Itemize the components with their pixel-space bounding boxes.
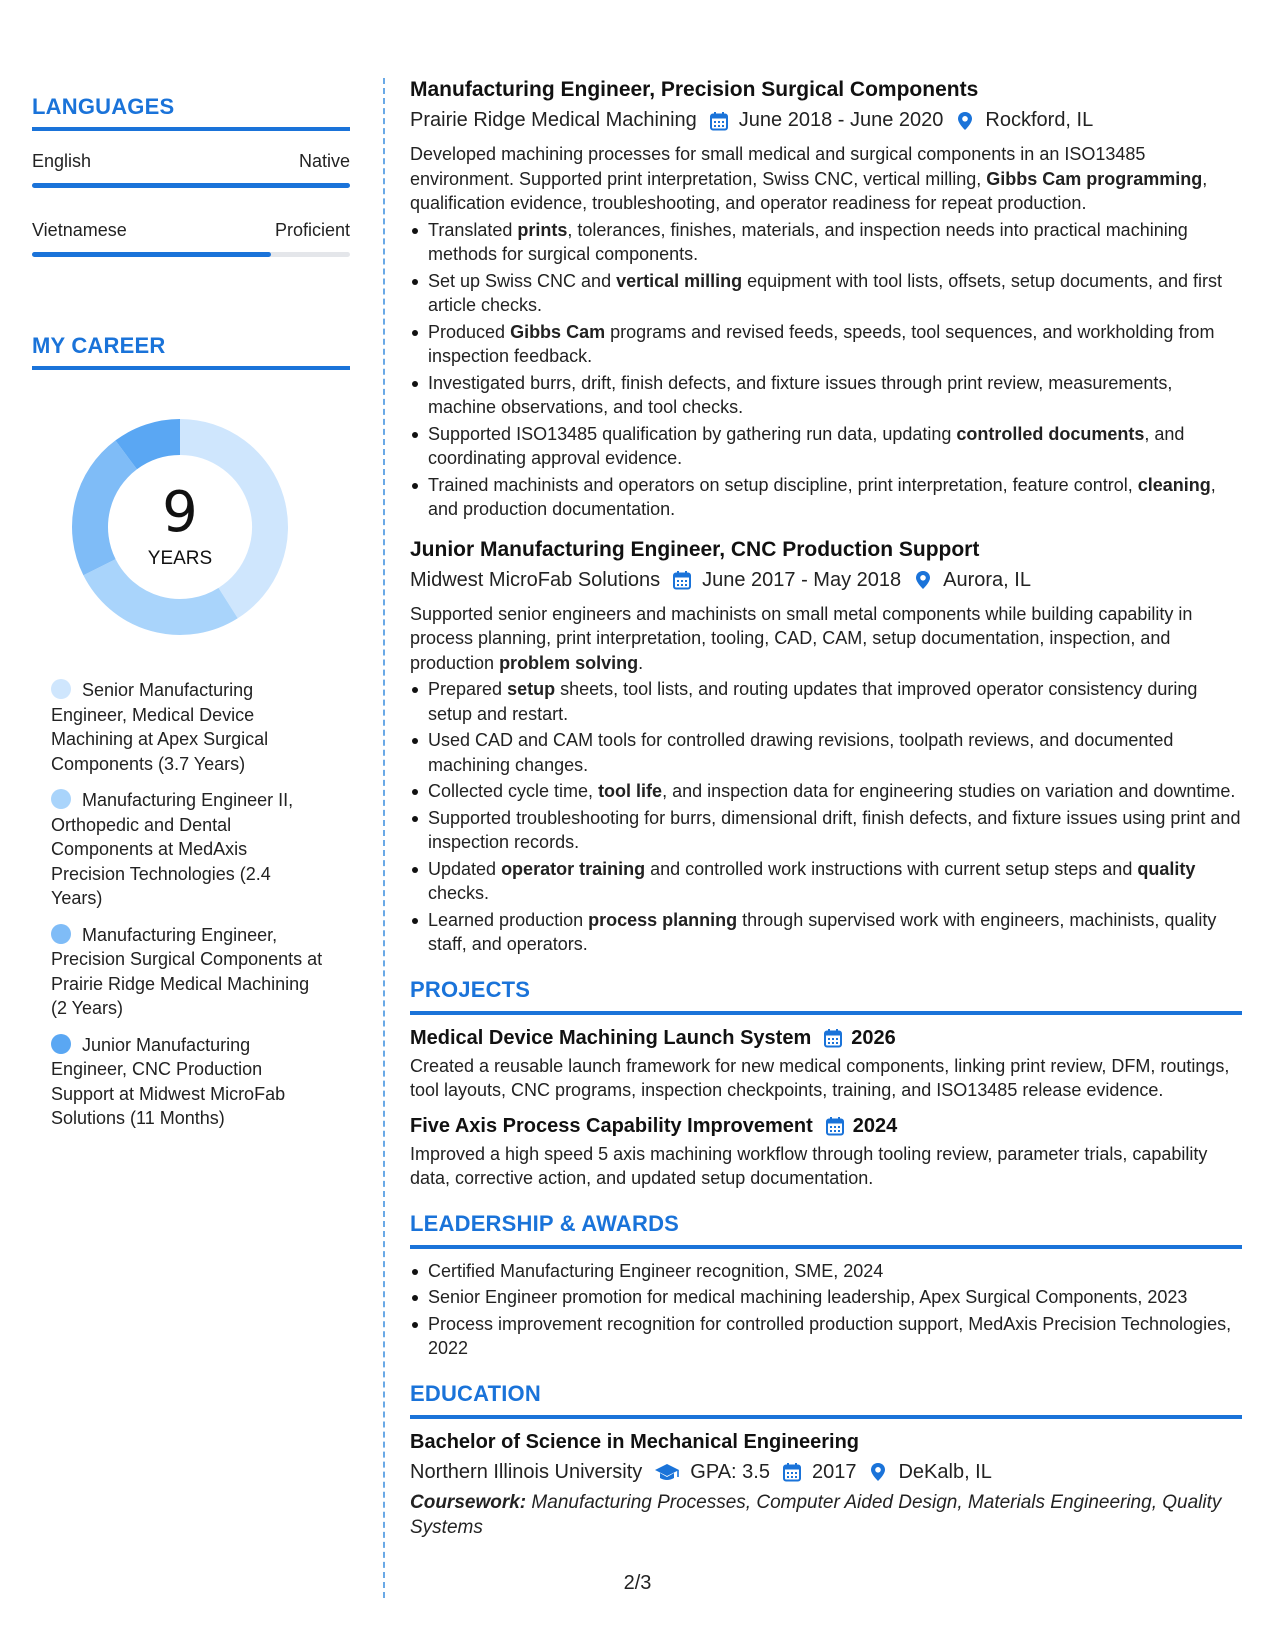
job-location: Aurora, IL bbox=[943, 568, 1031, 591]
calendar-icon bbox=[825, 1116, 845, 1136]
language-name: Vietnamese bbox=[32, 220, 127, 240]
job-dates: June 2017 - May 2018 bbox=[702, 568, 902, 591]
projects-heading: PROJECTS bbox=[410, 976, 531, 1002]
languages-heading: LANGUAGES bbox=[32, 94, 175, 119]
language-name: English bbox=[32, 151, 92, 171]
project-list bbox=[410, 1027, 1242, 1191]
job-bullet: Used CAD and CAM tools for controlled drawing revisions, toolpath reviews, and documented machining changes. bbox=[410, 728, 1242, 777]
gpa: GPA: 3.5 bbox=[690, 1460, 770, 1483]
project-description: Created a reusable launch framework for new medical components, linking print review, DFM, routings, tool layouts, CNC programs, inspection checkpoints, training, and ISO13485 release evidence. bbox=[410, 1055, 1230, 1100]
graduation-cap-icon bbox=[654, 1462, 680, 1482]
career-years-label: YEARS bbox=[147, 548, 213, 569]
project-title bbox=[410, 1027, 1242, 1050]
career-donut-chart bbox=[65, 412, 295, 642]
page-number-text: 2/3 bbox=[623, 1572, 652, 1594]
career-legend bbox=[51, 678, 323, 1131]
project-name: Medical Device Machining Launch System bbox=[410, 1026, 812, 1049]
location-pin-icon bbox=[868, 1462, 888, 1482]
project-title bbox=[410, 1115, 1242, 1138]
job-meta bbox=[410, 109, 1242, 132]
section-rule bbox=[410, 1415, 1242, 1419]
page-number bbox=[0, 1572, 1275, 1595]
project-description: Improved a high speed 5 axis machining workflow through tooling review, parameter trials, capability data, corrective action, and updated setup documentation. bbox=[410, 1143, 1208, 1188]
career-total-years: 9 bbox=[162, 480, 198, 545]
section-rule bbox=[410, 1245, 1242, 1249]
location-pin-icon bbox=[955, 111, 975, 131]
legend-label: Manufacturing Engineer, Precision Surgical Components at Prairie Ridge Medical Machining (2 Years) bbox=[51, 924, 323, 1018]
legend-dot bbox=[51, 924, 71, 944]
job-bullet: Supported ISO13485 qualification by gathering run data, updating controlled documents, and coordinating approval evidence. bbox=[410, 422, 1242, 471]
legend-dot bbox=[51, 679, 71, 699]
job-entry bbox=[410, 78, 1242, 522]
language-list bbox=[32, 151, 350, 257]
projects-section bbox=[410, 977, 1242, 1191]
career-legend-item bbox=[51, 678, 323, 776]
project-year: 2024 bbox=[852, 1114, 898, 1137]
calendar-icon bbox=[709, 111, 729, 131]
job-bullet: Trained machinists and operators on setup discipline, print interpretation, feature control, cleaning, and production documentation. bbox=[410, 473, 1242, 522]
languages-section bbox=[32, 94, 350, 257]
job-bullet: Supported troubleshooting for burrs, dimensional drift, finish defects, and fixture issues using print and inspection records. bbox=[410, 806, 1242, 855]
language-proficiency-fill bbox=[32, 183, 350, 188]
awards-list bbox=[410, 1259, 1242, 1361]
language-row bbox=[32, 220, 350, 241]
career-heading: MY CAREER bbox=[32, 333, 166, 358]
donut-segment-4 bbox=[126, 437, 180, 455]
career-legend-item bbox=[51, 1033, 323, 1131]
section-rule bbox=[32, 127, 350, 131]
company-name: Prairie Ridge Medical Machining bbox=[410, 109, 697, 131]
coursework-label: Coursework: bbox=[410, 1491, 527, 1513]
graduation-year: 2017 bbox=[811, 1460, 857, 1483]
education-section bbox=[410, 1381, 1242, 1540]
job-bullets bbox=[410, 218, 1242, 522]
education-heading: EDUCATION bbox=[410, 1380, 541, 1406]
degree-title: Bachelor of Science in Mechanical Engineering bbox=[410, 1430, 860, 1453]
calendar-icon bbox=[823, 1028, 843, 1048]
awards-section bbox=[410, 1211, 1242, 1361]
job-bullet: Prepared setup sheets, tool lists, and routing updates that improved operator consistency during setup and restart. bbox=[410, 677, 1242, 726]
award-item: Certified Manufacturing Engineer recognition, SME, 2024 bbox=[410, 1259, 1242, 1284]
school-location: DeKalb, IL bbox=[898, 1460, 992, 1483]
job-summary: Supported senior engineers and machinists on small metal components while building capability in process planning, print interpretation, tooling, CAD, CAM, setup documentation, inspection, and production problem solving. bbox=[410, 603, 1193, 673]
coursework-list: Manufacturing Processes, Computer Aided Design, Materials Engineering, Quality Systems bbox=[410, 1491, 1222, 1538]
job-bullets bbox=[410, 677, 1242, 957]
job-title: Junior Manufacturing Engineer, CNC Production Support bbox=[410, 537, 980, 561]
job-bullet: Set up Swiss CNC and vertical milling equipment with tool lists, offsets, setup documents, and first article checks. bbox=[410, 269, 1242, 318]
location-pin-icon bbox=[913, 570, 933, 590]
job-bullet: Updated operator training and controlled work instructions with current setup steps and quality checks. bbox=[410, 857, 1242, 906]
legend-dot bbox=[51, 789, 71, 809]
section-rule bbox=[32, 366, 350, 370]
awards-heading: LEADERSHIP & AWARDS bbox=[410, 1210, 680, 1236]
job-bullet: Learned production process planning through supervised work with engineers, machinists, quality staff, and operators. bbox=[410, 908, 1242, 957]
language-proficiency-fill bbox=[32, 252, 271, 257]
job-bullet: Translated prints, tolerances, finishes, materials, and inspection needs into practical machining methods for surgical components. bbox=[410, 218, 1242, 267]
language-level: Native bbox=[298, 151, 350, 171]
job-summary: Developed machining processes for small medical and surgical components in an ISO13485 environment. Supported print interpretation, Swiss CNC, vertical milling, Gibbs Cam programming, qualification evidence, troubleshooting, and operator readiness for repeat production. bbox=[410, 144, 1208, 213]
job-location: Rockford, IL bbox=[985, 109, 1094, 131]
school-name: Northern Illinois University bbox=[410, 1460, 643, 1483]
legend-label: Manufacturing Engineer II, Orthopedic and Dental Components at MedAxis Precision Technologies (2.4 Years) bbox=[51, 790, 294, 908]
legend-label: Junior Manufacturing Engineer, CNC Production Support at Midwest MicroFab Solutions (11 Months) bbox=[51, 1034, 286, 1128]
job-bullet: Collected cycle time, tool life, and inspection data for engineering studies on variation and downtime. bbox=[410, 779, 1242, 804]
coursework bbox=[410, 1490, 1242, 1540]
column-divider bbox=[383, 78, 385, 1598]
legend-dot bbox=[51, 1034, 71, 1054]
education-meta bbox=[410, 1461, 1242, 1484]
job-entry bbox=[410, 538, 1242, 957]
job-bullet: Produced Gibbs Cam programs and revised feeds, speeds, tool sequences, and workholding from inspection feedback. bbox=[410, 320, 1242, 369]
experience-list bbox=[410, 78, 1242, 957]
language-proficiency-bar bbox=[32, 183, 350, 188]
language-level: Proficient bbox=[274, 220, 350, 240]
project-entry bbox=[410, 1027, 1242, 1103]
company-name: Midwest MicroFab Solutions bbox=[410, 568, 661, 591]
section-rule bbox=[410, 1011, 1242, 1015]
job-bullet: Investigated burrs, drift, finish defects, and fixture issues through print review, measurements, machine observations, and tool checks. bbox=[410, 371, 1242, 420]
legend-label: Senior Manufacturing Engineer, Medical Device Machining at Apex Surgical Components (3.7 Years) bbox=[51, 680, 269, 774]
calendar-icon bbox=[672, 570, 692, 590]
job-dates: June 2018 - June 2020 bbox=[738, 109, 944, 131]
job-meta bbox=[410, 569, 1242, 592]
language-row bbox=[32, 151, 350, 172]
right-column bbox=[410, 78, 1242, 1540]
language-proficiency-bar bbox=[32, 252, 350, 257]
career-legend-item bbox=[51, 788, 323, 911]
job-title: Manufacturing Engineer, Precision Surgical Components bbox=[410, 78, 979, 101]
award-item: Process improvement recognition for controlled production support, MedAxis Precision Technologies, 2022 bbox=[410, 1312, 1242, 1361]
career-section bbox=[32, 333, 350, 1131]
project-name: Five Axis Process Capability Improvement bbox=[410, 1114, 813, 1137]
left-column bbox=[32, 94, 350, 1143]
career-legend-item bbox=[51, 923, 323, 1021]
award-item: Senior Engineer promotion for medical machining leadership, Apex Surgical Components, 2023 bbox=[410, 1285, 1242, 1310]
calendar-icon bbox=[782, 1462, 802, 1482]
donut-segment-2 bbox=[99, 567, 228, 617]
project-year: 2026 bbox=[851, 1026, 896, 1049]
project-entry bbox=[410, 1115, 1242, 1191]
